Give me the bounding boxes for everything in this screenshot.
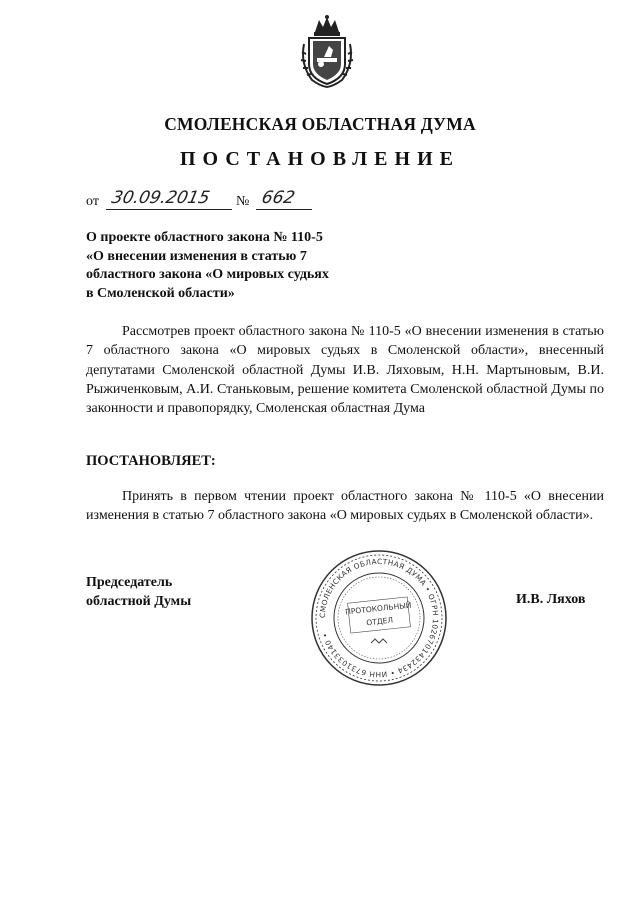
subject-line: областного закона «О мировых судьях — [86, 267, 329, 282]
signatory-title — [86, 574, 246, 611]
decree-heading: ПОСТАНОВЛЯЕТ: — [86, 453, 216, 469]
date-number-row — [86, 188, 386, 214]
organization-name: СМОЛЕНСКАЯ ОБЛАСТНАЯ ДУМА — [164, 114, 476, 134]
date-prefix: от — [86, 194, 99, 209]
seal-center-line1: ПРОТОКОЛЬНЫЙ — [344, 600, 412, 617]
seal-ring-text: СМОЛЕНСКАЯ ОБЛАСТНАЯ ДУМА • ОГРН 1026701432434 • ИНН 6731033140 • — [317, 556, 441, 680]
number-value: 662 — [259, 188, 297, 208]
date-underline — [106, 209, 232, 210]
subject-line: «О внесении изменения в статью 7 — [86, 248, 307, 264]
number-prefix: № — [236, 194, 250, 209]
signatory-title-line: областной Думы — [86, 593, 192, 609]
coat-of-arms-icon — [298, 14, 356, 88]
resolution-paragraph: Принять в первом чтении проект областного закона № 110-5 «О внесении изменения в статью 7 областного закона «О мировых судьях в Смоленской области». — [86, 489, 604, 524]
document-subject — [86, 229, 386, 303]
number-underline — [256, 209, 312, 210]
date-value: 30.09.2015 — [109, 188, 212, 208]
signatory-title-line: Председатель — [86, 575, 173, 590]
seal-center-line2: ОТДЕЛ — [365, 615, 394, 628]
subject-line: О проекте областного закона № 110-5 — [86, 230, 323, 245]
subject-line: в Смоленской области» — [86, 285, 235, 301]
preamble-paragraph: Рассмотрев проект областного закона № 110-5 «О внесении изменения в статью 7 областного закона «О мировых судьях в Смоленской области», внесенный депутатами Смоленской областной Думы И.В. Ляховым, Н.Н. Мартыновым, В.И. Рыжиченковым, А.И. Станьковым, решение комитета Смоленской областной Думы по законности и правопорядку, Смоленская областная Дума — [86, 324, 604, 417]
official-seal-icon — [309, 548, 449, 688]
signatory-name: И.В. Ляхов — [516, 592, 586, 607]
document-type-title: ПОСТАНОВЛЕНИЕ — [180, 148, 460, 170]
